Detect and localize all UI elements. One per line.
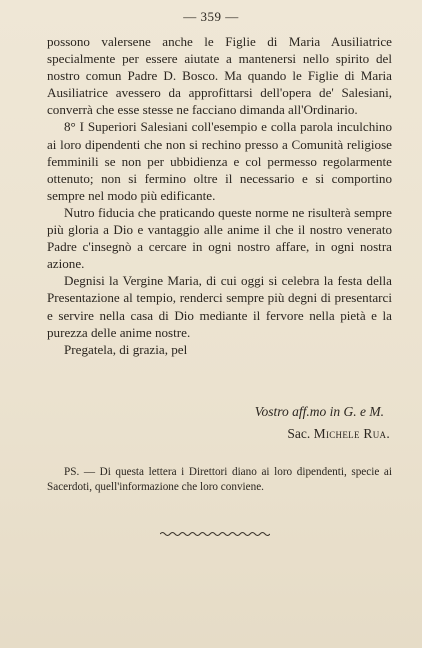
paragraph-3: Nutro fiducia che praticando queste norme ne risulterà sempre più gloria a Dio e vantaggio alle anime il che il nostro venerato Padre c'insegnò a cercare in ogni nostro affare, in ogni nostra azione.	[47, 204, 392, 272]
signature-name: Michele Rua.	[313, 426, 390, 441]
postscript	[47, 465, 392, 495]
paragraph-2: 8° I Superiori Salesiani coll'esempio e colla parola inculchino ai loro dipendenti che non si rechino presso a Comunità religiose femminili se non per ubbidienza e col permesso regolarmente ottenuto; non si fermino oltre il necessario e si comportino sempre nel modo più edificante.	[47, 119, 392, 203]
paragraph-5: Pregatela, di grazia, pel	[64, 341, 188, 357]
signature-title: Sac.	[287, 426, 311, 441]
paragraph-1: possono valersene anche le Figlie di Maria Ausiliatrice specialmente per essere aiutate a mantenersi nello spirito del nostro comun Padre D. Bosco. Ma quando le Figlie di Maria Ausiliatrice avessero da approfittarsi dell'opera de' Salesiani, converrà che esse stesse ne facciano dimanda all'Ordinario.	[47, 34, 392, 118]
paragraph-4: Degnisi la Vergine Maria, di cui oggi si celebra la festa della Presentazione al tempio, renderci sempre più degni di presentarci e servire nella casa di Dio mediante il fervore nella pietà e la purezza delle anime nostre.	[47, 273, 392, 340]
postscript-text: PS. — Di questa lettera i Direttori diano ai loro dipendenti, specie ai Sacerdoti, quell'informazione che loro conviene.	[47, 466, 392, 493]
signature-name-line	[255, 423, 390, 445]
squiggle-line-ornament	[160, 530, 270, 538]
page-number: — 359 —	[183, 9, 239, 24]
letter-body	[47, 33, 392, 358]
signature-block	[255, 401, 390, 445]
signature-closing: Vostro aff.mo in G. e M.	[254, 404, 384, 419]
